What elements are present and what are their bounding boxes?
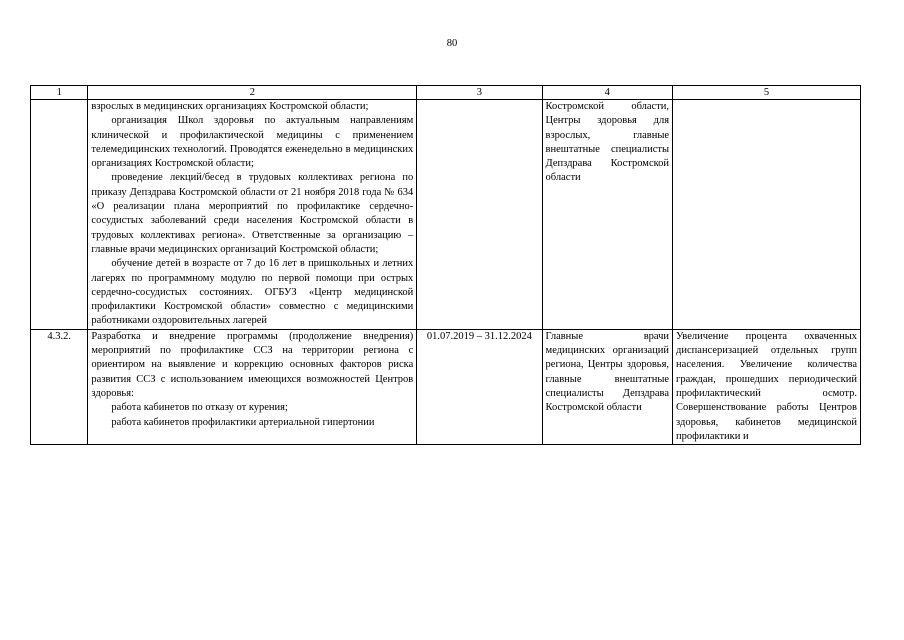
table-header-row [31, 86, 861, 100]
responsible-cell: Костромской области, Центры здоровья для взрослых, главные внештатные специалисты Депздрава Костромской области [542, 100, 673, 330]
measure-paragraph: работа кабинетов по отказу от курения; [111, 402, 288, 414]
row-number: 4.3.2. [31, 329, 88, 444]
measure-paragraph: работа кабинетов профилактики артериальной гипертонии [111, 416, 375, 428]
column-header-2: 2 [88, 86, 417, 100]
measure-paragraph: обучение детей в возрасте от 7 до 16 лет в пришкольных и летних лагерях по программному модулю по первой помощи при острых сердечно-сосудистых состояниях. ОГБУЗ «Центр медицинской профилактики Костромской области» совместно с медицинскими работниками оздоровительных лагерей [91, 258, 414, 327]
responsible-cell: Главные врачи медицинских организаций региона, Центры здоровья, главные внештатные специалисты Депздрава Костромской области [542, 329, 673, 444]
measure-paragraph: Разработка и внедрение программы (продолжение внедрения) мероприятий по профилактике ССЗ на территории региона с ориентиром на выявление и коррекцию основных факторов риска развития ССЗ с использованием имеющихся возможностей Центров здоровья: [91, 330, 414, 399]
result-cell [673, 100, 861, 330]
column-header-4: 4 [542, 86, 673, 100]
document-table [30, 85, 861, 445]
result-cell: Увеличение процента охваченных диспансеризацией отдельных групп населения. Увеличение количества граждан, прошедших периодический профилактический осмотр. Совершенствование работы Центров здоровья, кабинетов медицинской профилактики и [673, 329, 861, 444]
table-row [31, 329, 861, 444]
page-number: 80 [446, 38, 458, 49]
measure-paragraph: проведение лекций/бесед в трудовых коллективах региона по приказу Депздрава Костромской области от 21 ноября 2018 года № 634 «О реализации плана мероприятий по профилактике сердечно-сосудистых заболеваний среди населения Костромской области в трудовых коллективах региона». Ответственные за организацию – главные врачи медицинских организаций Костромской области; [91, 172, 414, 255]
deadline-cell: 01.07.2019 – 31.12.2024 [417, 329, 542, 444]
column-header-1: 1 [31, 86, 88, 100]
deadline-cell [417, 100, 542, 330]
measure-description [88, 329, 417, 444]
column-header-5: 5 [673, 86, 861, 100]
column-header-3: 3 [417, 86, 542, 100]
measure-description [88, 100, 417, 330]
measure-paragraph: взрослых в медицинских организациях Костромской области; [91, 101, 369, 112]
table-row [31, 100, 861, 330]
measure-paragraph: организация Школ здоровья по актуальным направлениям клинической и профилактической медицины с применением телемедицинских технологий. Проводятся еженедельно в медицинских организациях Костромской области; [91, 115, 414, 170]
row-number [31, 100, 88, 330]
